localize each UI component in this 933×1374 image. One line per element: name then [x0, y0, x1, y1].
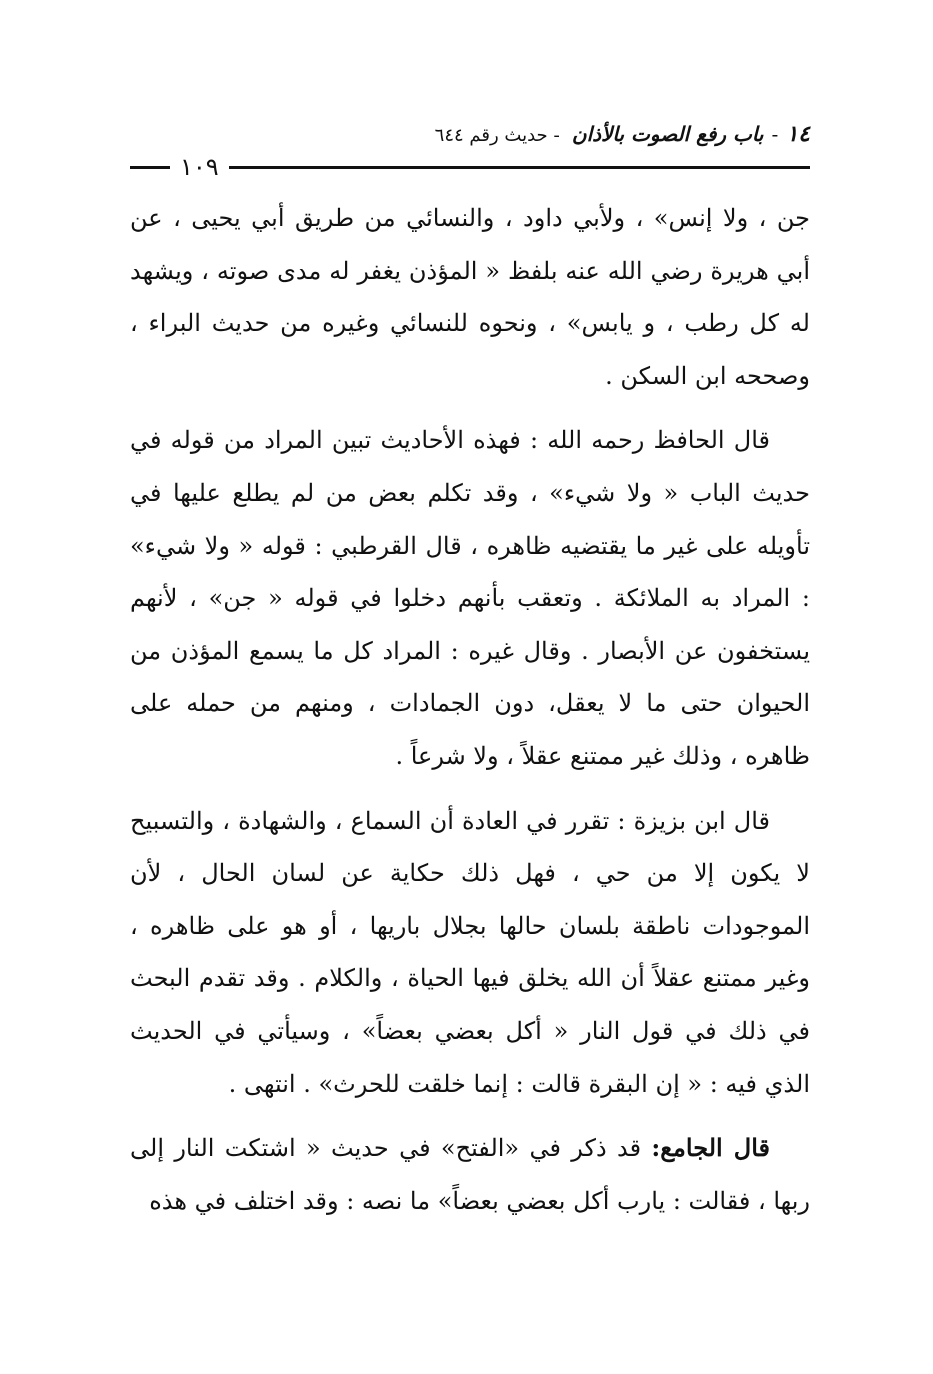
- page-number-rule: [130, 166, 170, 169]
- paragraph-2: [130, 414, 810, 782]
- chapter-title: باب رفع الصوت بالأذان: [571, 122, 764, 146]
- page-number: ١٠٩: [180, 153, 219, 181]
- body-text: [130, 192, 810, 1227]
- paragraph-1: [130, 192, 810, 402]
- paragraph-text: جن ، ولا إنس» ، ولأبي داود ، والنسائي من طريق أبي يحيى ، عن أبي هريرة رضي الله عنه بلفظ « المؤذن يغفر له مدى صوته ، ويشهد له كل رطب ، و يابس» ، ونحوه للنسائي وغيره من حديث البراء ، وصححه ابن السكن .: [130, 204, 810, 390]
- paragraph-text: قد ذكر في «الفتح» في حديث « اشتكت النار إلى ربها ، فقالت : يارب أكل بعضي بعضاً» ما نصه : وقد اختلف في هذه: [130, 1134, 810, 1215]
- running-head: [130, 120, 810, 150]
- hadith-reference: - حديث رقم ٦٤٤: [434, 125, 560, 146]
- paragraph-text: قال ابن بزيزة : تقرر في العادة أن السماع ، والشهادة ، والتسبيح لا يكون إلا من حي ، فهل ذلك حكاية عن لسان الحال ، لأن الموجودات ناطقة بلسان حالها بجلال باريها ، أو هو على ظاهره ، وغير ممتنع عقلاً أن الله يخلق فيها الحياة ، والكلام . وقد تقدم البحث في ذلك في قول النار « أكل بعضي بعضاً» ، وسيأتي في الحديث الذي فيه : « إن البقرة قالت : إنما خلقت للحرث» . انتهى .: [130, 806, 810, 1098]
- paragraph-text: قال الحافظ رحمه الله : فهذه الأحاديث تبين المراد من قوله في حديث الباب « ولا شيء» ، وقد تكلم بعض من لم يطلع عليها في تأويله على غير ما يقتضيه ظاهره ، قال القرطبي : قوله « ولا شيء» : المراد به الملائكة . وتعقب بأنهم دخلوا في قوله « جن» ، لأنهم يستخفون عن الأبصار . وقال غيره : المراد كل ما يسمع المؤذن من الحيوان حتى ما لا يعقل، دون الجمادات ، ومنهم من حمله على ظاهره ، وذلك غير ممتنع عقلاً ، ولا شرعاً .: [130, 426, 811, 770]
- header-rule: [229, 166, 810, 169]
- paragraph-4: [130, 1122, 810, 1227]
- paragraph-3: [130, 795, 810, 1111]
- paragraph-lead: قال الجامع:: [651, 1133, 770, 1163]
- chapter-number: ١٤: [786, 122, 810, 147]
- header-rule-row: [130, 152, 810, 182]
- header-dash: -: [771, 124, 779, 146]
- book-page: [130, 120, 810, 1227]
